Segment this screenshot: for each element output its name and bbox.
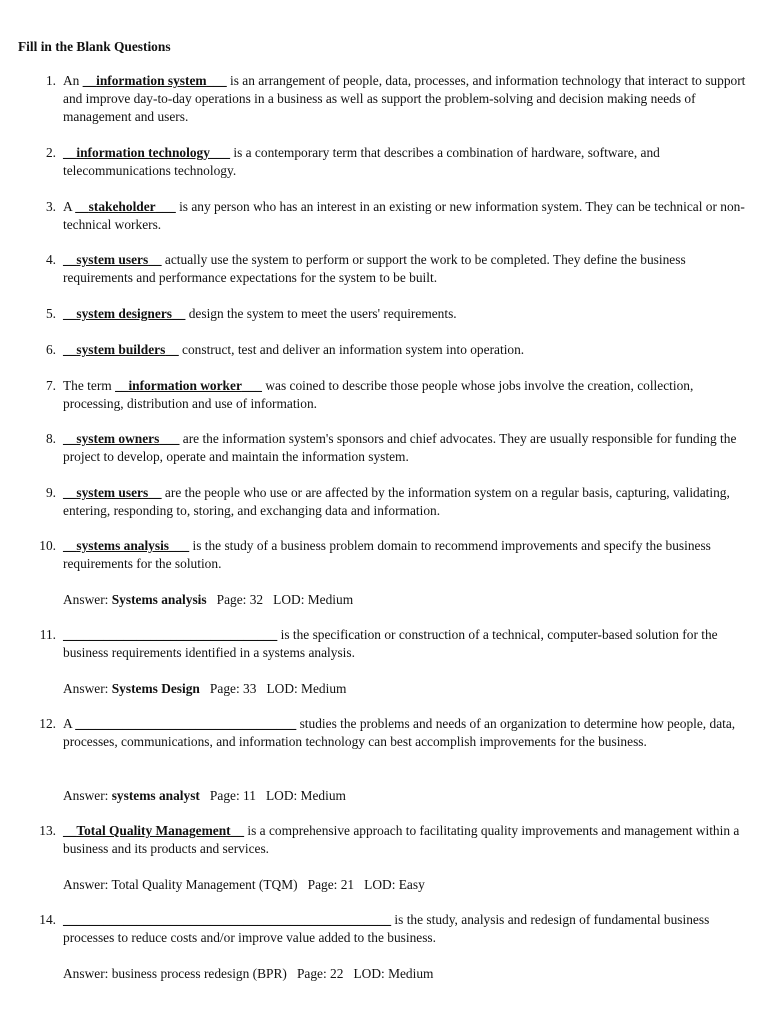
answer-meta: Page: 11 LOD: Medium (199, 788, 346, 803)
answer-meta: Page: 22 LOD: Medium (286, 966, 434, 981)
answer-line (63, 787, 346, 805)
answer-blank (63, 627, 277, 642)
answer-blank (63, 912, 391, 927)
question-body-text: are the people who use or are affected by the information system on a regular basis, capturing, validating, entering, responding to, storing, and exchanging data and information. (63, 485, 730, 518)
blank-underscore: __ (63, 823, 77, 838)
answer-blank (63, 538, 189, 553)
question-body-text: is any person who has an interest in an existing or new information system. They can be technical or non-technical workers. (63, 199, 745, 232)
answer-blank (63, 252, 162, 267)
question-text (63, 377, 751, 413)
blank-underscore: ___ (209, 145, 231, 160)
answer-blank (63, 431, 179, 446)
blank-underscore: __ (63, 306, 77, 321)
question-number: 14. (39, 912, 56, 927)
filled-answer: information technology (76, 145, 210, 160)
question-number: 8. (45, 431, 56, 446)
blank-underscore: ___ (155, 199, 176, 214)
blank-underscore: ___ (169, 538, 190, 553)
question-body-text: construct, test and deliver an information system into operation. (178, 342, 525, 357)
answer-line (63, 965, 433, 983)
question-number: 3. (45, 199, 56, 214)
question-text (63, 537, 751, 573)
question-lead-text: An (63, 73, 83, 88)
question-lead-text: A (63, 199, 76, 214)
question-body-text: is the specification or construction of a technical, computer-based solution for the business requirements identified in a systems analysis. (63, 627, 718, 660)
filled-answer: Total Quality Management (76, 823, 231, 838)
answer-value: Systems Design (111, 681, 200, 696)
answer-value: systems analyst (111, 788, 200, 803)
blank-underscore: __ (63, 485, 77, 500)
question-text (63, 72, 751, 126)
blank-underscore: __ (63, 431, 77, 446)
answer-blank (63, 823, 244, 838)
question-body-text: studies the problems and needs of an organization to determine how people, data, processes, communications, and information technology can best accomplish improvements for the business. (63, 716, 736, 749)
question-number: 2. (45, 145, 56, 160)
question-text (63, 484, 751, 520)
filled-answer: system designers (76, 306, 172, 321)
question-text (63, 626, 751, 662)
question-text (63, 911, 751, 947)
question-number: 4. (45, 252, 56, 267)
blank-underscore: __ (115, 378, 129, 393)
question-number: 7. (45, 378, 56, 393)
answer-label: Answer: (63, 877, 112, 892)
answer-line (63, 680, 346, 698)
answer-meta: Page: 21 LOD: Easy (297, 877, 425, 892)
question-text (63, 305, 751, 323)
blank-underscore: ________________________________ (63, 627, 278, 642)
answer-meta: Page: 33 LOD: Medium (199, 681, 347, 696)
filled-answer: system builders (76, 342, 166, 357)
blank-underscore: __ (63, 342, 77, 357)
question-lead-text: A (63, 716, 76, 731)
answer-label: Answer: (63, 681, 112, 696)
blank-underscore: __ (171, 306, 186, 321)
blank-underscore: __ (82, 73, 97, 88)
filled-answer: stakeholder (88, 199, 156, 214)
question-text (63, 341, 751, 359)
answer-label: Answer: (63, 592, 112, 607)
question-number: 10. (39, 538, 56, 553)
question-body-text: actually use the system to perform or support the work to be completed. They define the business requirements and performance expectations for the system to be built. (63, 252, 686, 285)
question-number: 12. (39, 716, 56, 731)
question-number: 11. (39, 627, 56, 642)
answer-blank (75, 716, 296, 731)
blank-underscore: __ (148, 485, 162, 500)
blank-underscore: __ (63, 252, 77, 267)
question-body-text: are the information system's sponsors and chief advocates. They are usually responsible for funding the project to develop, operate and maintain the information system. (63, 431, 737, 464)
answer-blank (115, 378, 262, 393)
question-text (63, 715, 751, 751)
answer-value: Total Quality Management (TQM) (111, 877, 298, 892)
question-number: 13. (39, 823, 56, 838)
question-number: 9. (45, 485, 56, 500)
answer-blank (75, 199, 175, 214)
question-body-text: is a contemporary term that describes a combination of hardware, software, and telecommunications technology. (63, 145, 660, 178)
filled-answer: system users (76, 252, 149, 267)
question-number: 5. (45, 306, 56, 321)
question-number: 1. (45, 73, 56, 88)
answer-line (63, 591, 353, 609)
blank-underscore: __ (75, 199, 89, 214)
filled-answer: information worker (128, 378, 242, 393)
filled-answer: systems analysis (76, 538, 170, 553)
document-title: Fill in the Blank Questions (18, 39, 171, 54)
question-text (63, 251, 751, 287)
question-body-text: was coined to describe those people whose jobs involve the creation, collection, processing, distribution and use of information. (63, 378, 694, 411)
question-text (63, 822, 751, 858)
answer-value: Systems analysis (111, 592, 207, 607)
answer-meta: Page: 32 LOD: Medium (206, 592, 354, 607)
answer-label: Answer: (63, 788, 112, 803)
question-lead-text: The term (63, 378, 116, 393)
blank-underscore: ___ (159, 431, 180, 446)
blank-underscore: __ (230, 823, 245, 838)
question-text (63, 144, 751, 180)
answer-label: Answer: (63, 966, 112, 981)
blank-underscore: __ (165, 342, 179, 357)
blank-underscore: ___ (206, 73, 227, 88)
blank-underscore: _________________________________________________ (63, 912, 392, 927)
blank-underscore: _________________________________ (75, 716, 297, 731)
answer-blank (63, 145, 230, 160)
question-body-text: design the system to meet the users' requirements. (185, 306, 457, 321)
filled-answer: information system (96, 73, 207, 88)
answer-blank (63, 306, 185, 321)
question-body-text: is the study of a business problem domain to recommend improvements and specify the business requirements for the solution. (63, 538, 711, 571)
blank-underscore: __ (63, 538, 77, 553)
blank-underscore: ___ (241, 378, 262, 393)
answer-blank (63, 485, 162, 500)
answer-value: business process redesign (BPR) (111, 966, 287, 981)
question-text (63, 198, 751, 234)
question-text (63, 430, 751, 466)
question-body-text: is a comprehensive approach to facilitating quality improvements and management within a business and its products and services. (63, 823, 740, 856)
filled-answer: system owners (76, 431, 160, 446)
question-body-text: is an arrangement of people, data, processes, and information technology that interact to support and improve day-to-day operations in a business as well as support the problem-solving and decision making needs of management and users. (63, 73, 746, 124)
question-body-text: is the study, analysis and redesign of fundamental business processes to reduce costs and/or improve value added to the business. (63, 912, 710, 945)
question-number: 6. (45, 342, 56, 357)
answer-blank (83, 73, 227, 88)
blank-underscore: __ (148, 252, 162, 267)
blank-underscore: __ (63, 145, 77, 160)
answer-blank (63, 342, 179, 357)
answer-line (63, 876, 425, 894)
filled-answer: system users (76, 485, 149, 500)
